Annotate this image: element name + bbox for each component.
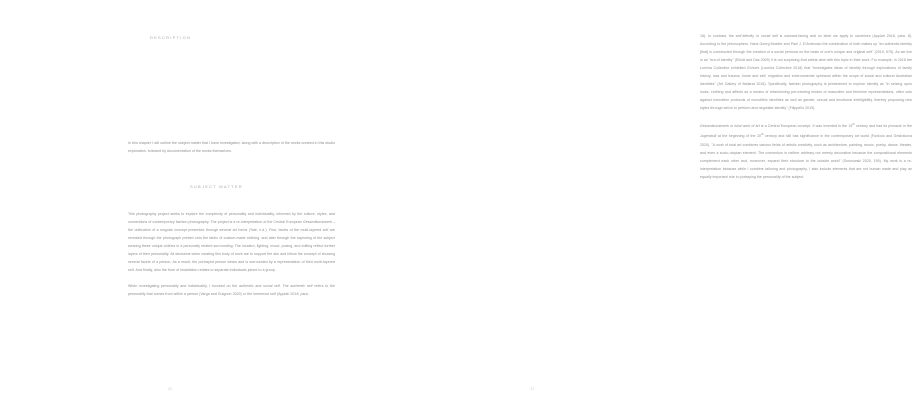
body-paragraph: Gesamtkunstwerk or total work of art is a Central European concept. It was invented in the 19th century and had its pinnacle in the Jugendstil at the beginning of the 20th century and still has significance in the contemporary art world (Funkolo and Grishakova 2020). "A work of total art combines various fields of artistic creativity, such as architecture, painting, music, poetry, dance, theater, and even a socio-utopian element. The connection is neither arbitrary nor merely decorative because the compositional elements complement each other and, moreover, expand their structure to the outside world" (Sosnowski 2020, 159). My work is a re-interpretation because while I combine tailoring and photography, I also include elements that are not human made and play an equally important role in portraying the personality of the subject. — [700, 122, 912, 179]
page-title-description: DESCRIPTION — [150, 35, 192, 40]
right-page-body — [700, 32, 912, 181]
body-paragraph: 16). In contrast, the self-identity or social self is outward-facing and no label we apply to ourselves (Appiah 2018, para. 8). According to the philosophers, Hans Georg Moeller and Paul J. D'Ambrosio the combination of both makes up "an authentic identity [that] is constructed through the creation of a social persona on the basis of one's unique and original self" (2019, 575). As we live in an "era of identity" (Elliott and Das 2009) it is not surprising that artists deal with this topic in their work. For example, in 2018 the Lumina Collective exhibited Echoes (Lumina Collective 2018) that "investigates ideas of identity through explorations of family history, loss and trauma, home and self, migration and environmental upheaval within the scope of social and cultural Australian identities" (Art Gallery of Ballarat 2018). Specifically, fashion photography is predestined to explore identity as "in seizing upon looks, clothing and affects as a means of refashioning pre-existing modes of masculine and feminine representations, often cuts against normative protocols of monolithic identities as well as gender, sexual and emotional intelligibility, thereby proposing new styles through which to perform and negotiate identity" (Filippello 2019). — [700, 34, 912, 110]
section-heading-subject-matter: SUBJECT MATTER — [190, 184, 243, 189]
body-paragraph: This photography project seeks to explore the complexity of personality and individuality, informed by the culture, styles, and conventions of contemporary fashion photography. The project is a re-interpretation of the Central European Gesamtkunstwerk – the unification of a singular concept presented through several art forms (Tate, n.d.). First, facets of the multi-layered self are revealed through the photograph printed onto the fabric of custom-made clothing, and later through the capturing of the subject wearing these unique clothes in a personally related surrounding. The location, lighting, mood, posing, and editing reflect further layers of their personality. All decisions when creating this body of work are to support the aim and follow the concept of showing several facets of a person. As a result, the portrayed person wears and is surrounded by a representation of their multi-layered self. And finally, also the form of installation relates to separate individuals joined to a group. — [128, 212, 335, 272]
body-paragraph: When investigating personality and individuality, I focused on the authentic and social self. The authentic self refers to the personality that comes from within a person (Varga and Guignon 2020) or the innermost self (Appiah 2018, para. — [128, 284, 335, 297]
page-right — [325, 0, 912, 414]
intro-paragraph: In this chapter I will outline the subject matter that I have investigated, along with a description of the works created in this studio exploration, followed by documentation of the works themselves. — [128, 141, 335, 153]
page-number-left: 20 — [168, 387, 173, 391]
page-number-right: 21 — [530, 387, 535, 391]
left-page-body — [128, 210, 335, 298]
intro-paragraph-block — [128, 139, 335, 155]
page-left — [0, 0, 335, 414]
